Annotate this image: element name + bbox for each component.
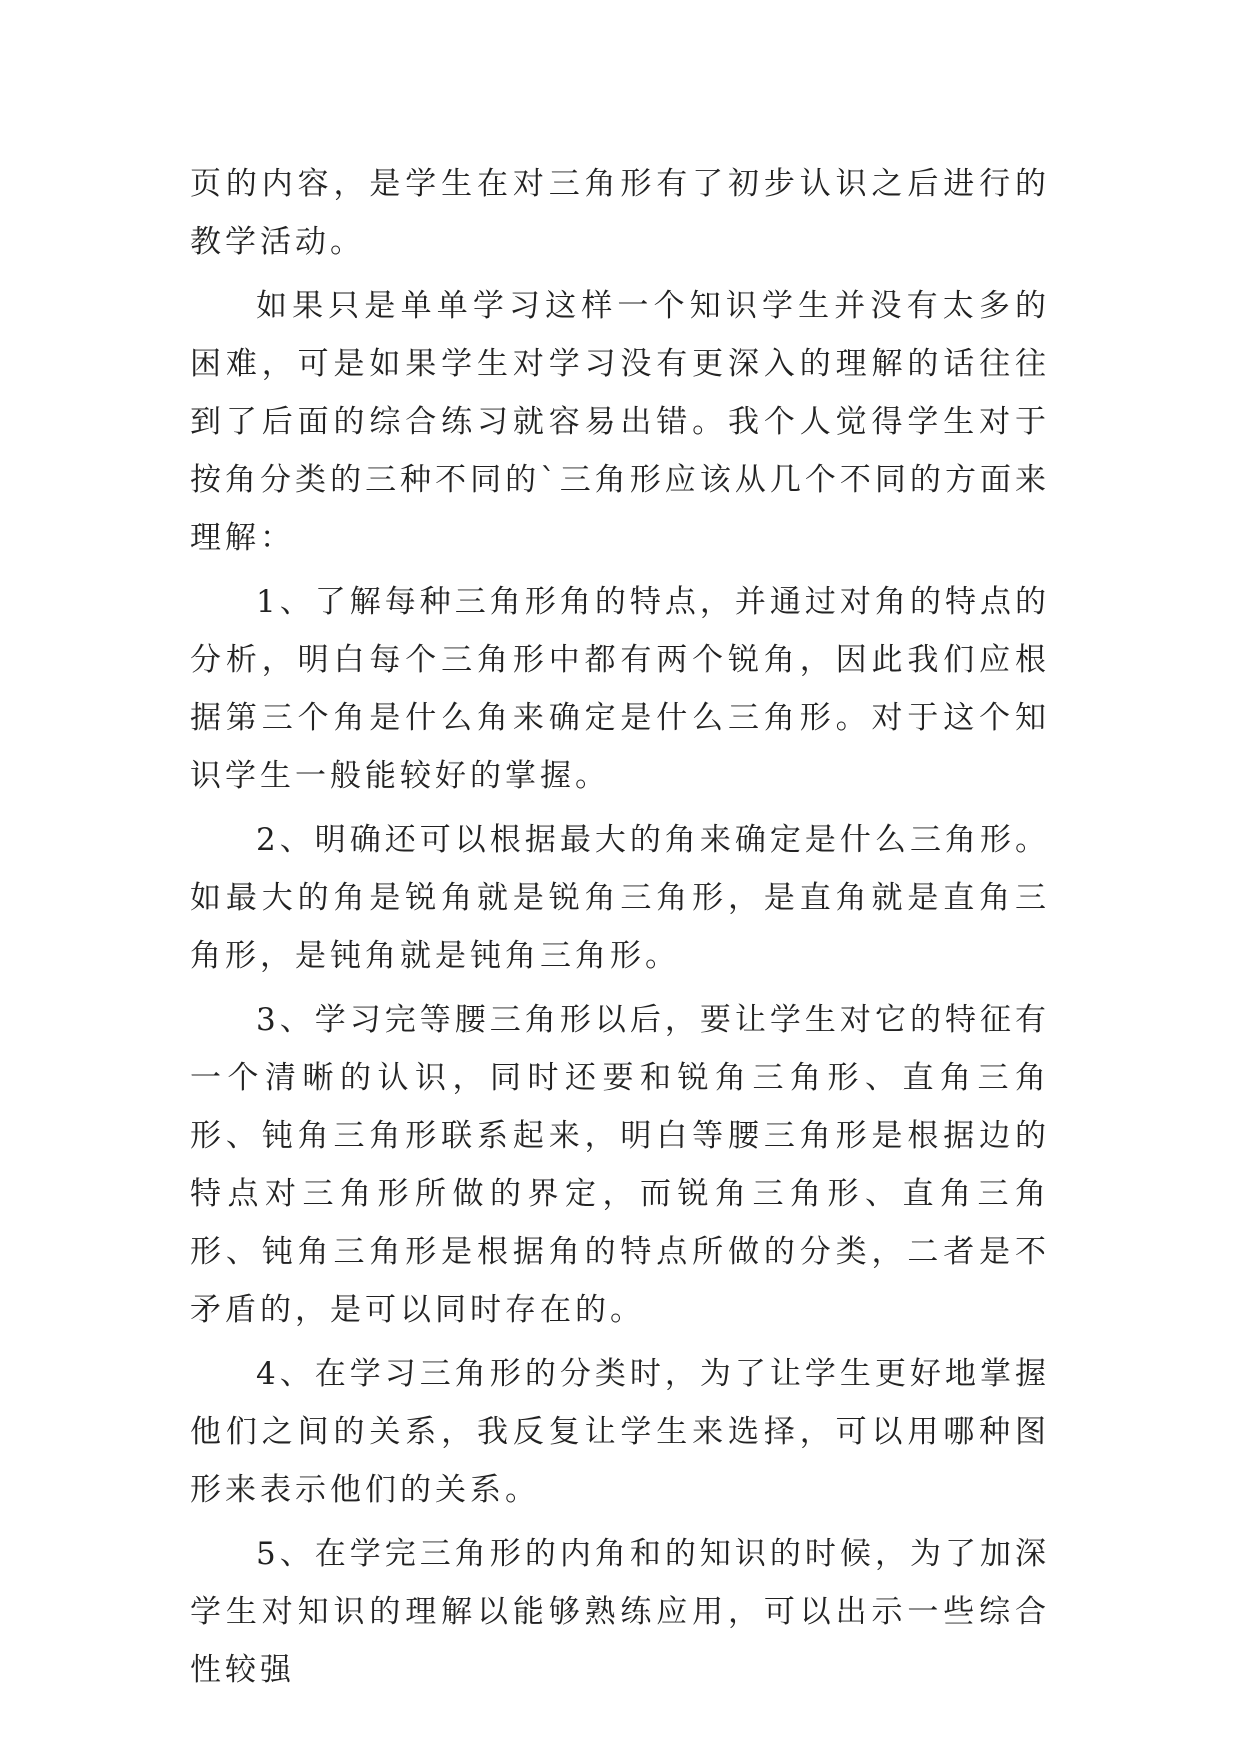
paragraph-point-4: 4、在学习三角形的分类时，为了让学生更好地掌握他们之间的关系，我反复让学生来选择，可以用哪种图形来表示他们的关系。 (190, 1356, 1050, 1508)
paragraph-continuation: 页的内容，是学生在对三角形有了初步认识之后进行的教学活动。 (190, 166, 1050, 260)
paragraph-point-2: 2、明确还可以根据最大的角来确定是什么三角形。如最大的角是锐角就是锐角三角形，是直角就是直角三角形，是钝角就是钝角三角形。 (190, 822, 1050, 974)
paragraph-point-3: 3、学习完等腰三角形以后，要让学生对它的特征有一个清晰的认识，同时还要和锐角三角形、直角三角形、钝角三角形联系起来，明白等腰三角形是根据边的特点对三角形所做的界定，而锐角三角形、直角三角形、钝角三角形是根据角的特点所做的分类，二者是不矛盾的，是可以同时存在的。 (190, 1002, 1050, 1328)
document-body (190, 155, 1050, 1705)
paragraph-point-1: 1、了解每种三角形角的特点，并通过对角的特点的分析，明白每个三角形中都有两个锐角，因此我们应根据第三个角是什么角来确定是什么三角形。对于这个知识学生一般能较好的掌握。 (190, 584, 1050, 794)
paragraph-point-5: 5、在学完三角形的内角和的知识的时候，为了加深学生对知识的理解以能够熟练应用，可以出示一些综合性较强 (190, 1536, 1050, 1688)
paragraph-intro: 如果只是单单学习这样一个知识学生并没有太多的困难，可是如果学生对学习没有更深入的理解的话往往到了后面的综合练习就容易出错。我个人觉得学生对于按角分类的三种不同的`三角形应该从几个不同的方面来理解： (190, 288, 1050, 556)
